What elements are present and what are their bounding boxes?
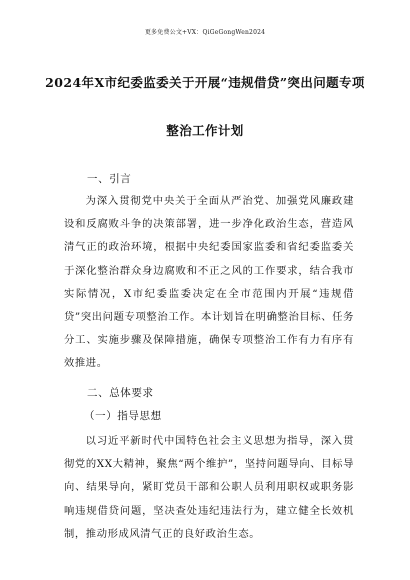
guiding-ideology-paragraph: 以习近平新时代中国特色社会主义思想为指导，深入贯彻党的XX大精神，聚焦“两个维护”，坚持问题导向、目标导向、结果导向，紧盯党员干部和公职人员利用职权或职务影响违规借贷问题，坚决查处违纪违法行为，建立健全长效机制，推动形成风清气正的良好政治生态。: [64, 435, 354, 540]
general-requirements-heading: 二、总体要求: [87, 387, 154, 399]
document-title-line1: 2024年X市纪委监委关于开展“违规借贷”突出问题专项: [45, 75, 365, 90]
document-title-line2: 整治工作计划: [166, 123, 244, 138]
intro-heading: 一、引言: [87, 173, 132, 185]
header-note: 更多免费公文+VX：QiGeGongWen2024: [144, 29, 266, 36]
intro-paragraph: 为深入贯彻党中央关于全面从严治党、加强党风廉政建设和反腐败斗争的决策部署，进一步净化政治生态，营造风清气正的政治环境，根据中央纪委国家监委和省纪委监委关于深化整治群众身边腐败和不正之风的工作要求，结合我市实际情况，X市纪委监委决定在全市范围内开展“违规借贷”突出问题专项整治工作。本计划旨在明确整治目标、任务分工、实施步骤及保障措施，确保专项整治工作有力有序有效推进。: [64, 195, 354, 370]
guiding-ideology-heading: （一）指导思想: [84, 410, 162, 422]
